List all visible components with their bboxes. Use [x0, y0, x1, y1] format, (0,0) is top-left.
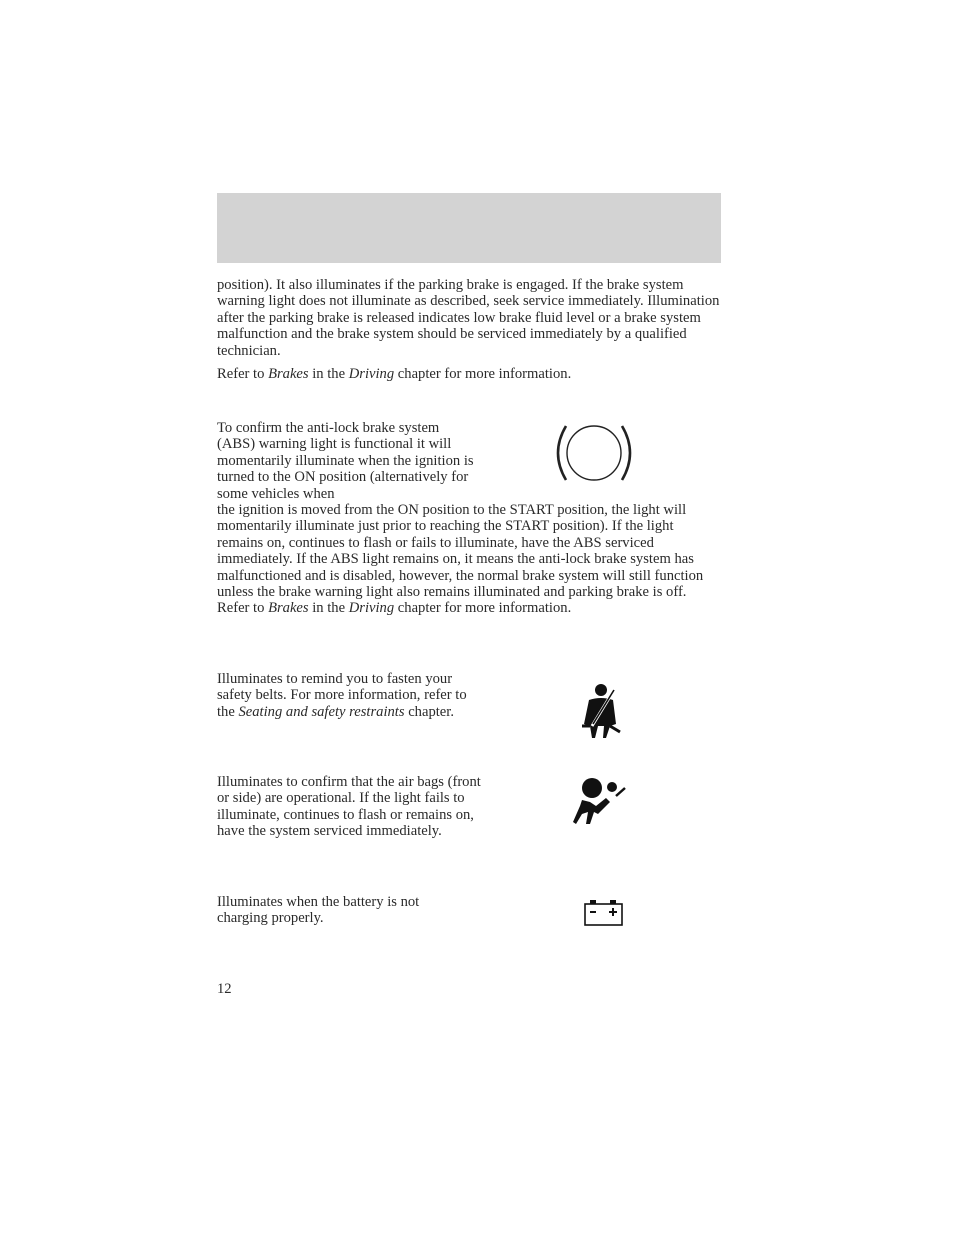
air-bag-icon — [572, 776, 628, 833]
abs-body-text: the ignition is moved from the ON position to the START position, the light will momentarily illuminate just prior to reaching the START position). If the light remains on, continues to flash or fails to illuminate, have the ABS serviced immediately. If the ABS light remains on, it means the anti-lock brake system has malfunctioned and is disabled, however, the normal brake system will still function unless the brake warning light also remains illuminated and parking brake is off. Refer to Brakes in the Driving chapter for more information. — [217, 502, 704, 617]
seating-reference: Seating and safety restraints — [238, 703, 405, 720]
air-bag-text: Illuminates to confirm that the air bags (front or side) are operational. If the light fails to illuminate, continues to flash or remains on, have the system serviced immediately. — [217, 774, 481, 840]
abs-warning-icon — [556, 420, 632, 491]
safety-belt-text: Illuminates to remind you to fasten your safety belts. For more information, refer to the Seating and safety restraints chapter. — [217, 671, 467, 720]
driving-reference: Driving — [348, 366, 395, 382]
brake-warning-continued-text: position). It also illuminates if the parking brake is engaged. If the brake system warning light does not illuminate as described, seek service immediately. Illumination after the parking brake is released indicates low brake fluid level or a brake system malfunction and the brake system should be serviced immediately by a qualified technician. — [217, 277, 720, 359]
battery-icon — [584, 899, 626, 932]
driving-reference: Driving — [348, 600, 395, 617]
abs-lead-text: To confirm the anti-lock brake system (ABS) warning light is functional it will momentarily illuminate when the ignition is turned to the ON position (alternatively for some vehicles when — [217, 420, 474, 502]
battery-text: Illuminates when the battery is not charging properly. — [217, 894, 420, 927]
page-number: 12 — [217, 981, 232, 997]
brakes-reference: Brakes — [268, 600, 309, 617]
brakes-reference: Brakes — [268, 366, 309, 382]
abs-warning-section — [217, 420, 722, 617]
brake-refer-text: Refer to Brakes in the Driving chapter for more information. — [217, 366, 572, 382]
safety-belt-icon — [576, 682, 624, 747]
section-header-band — [217, 193, 721, 263]
